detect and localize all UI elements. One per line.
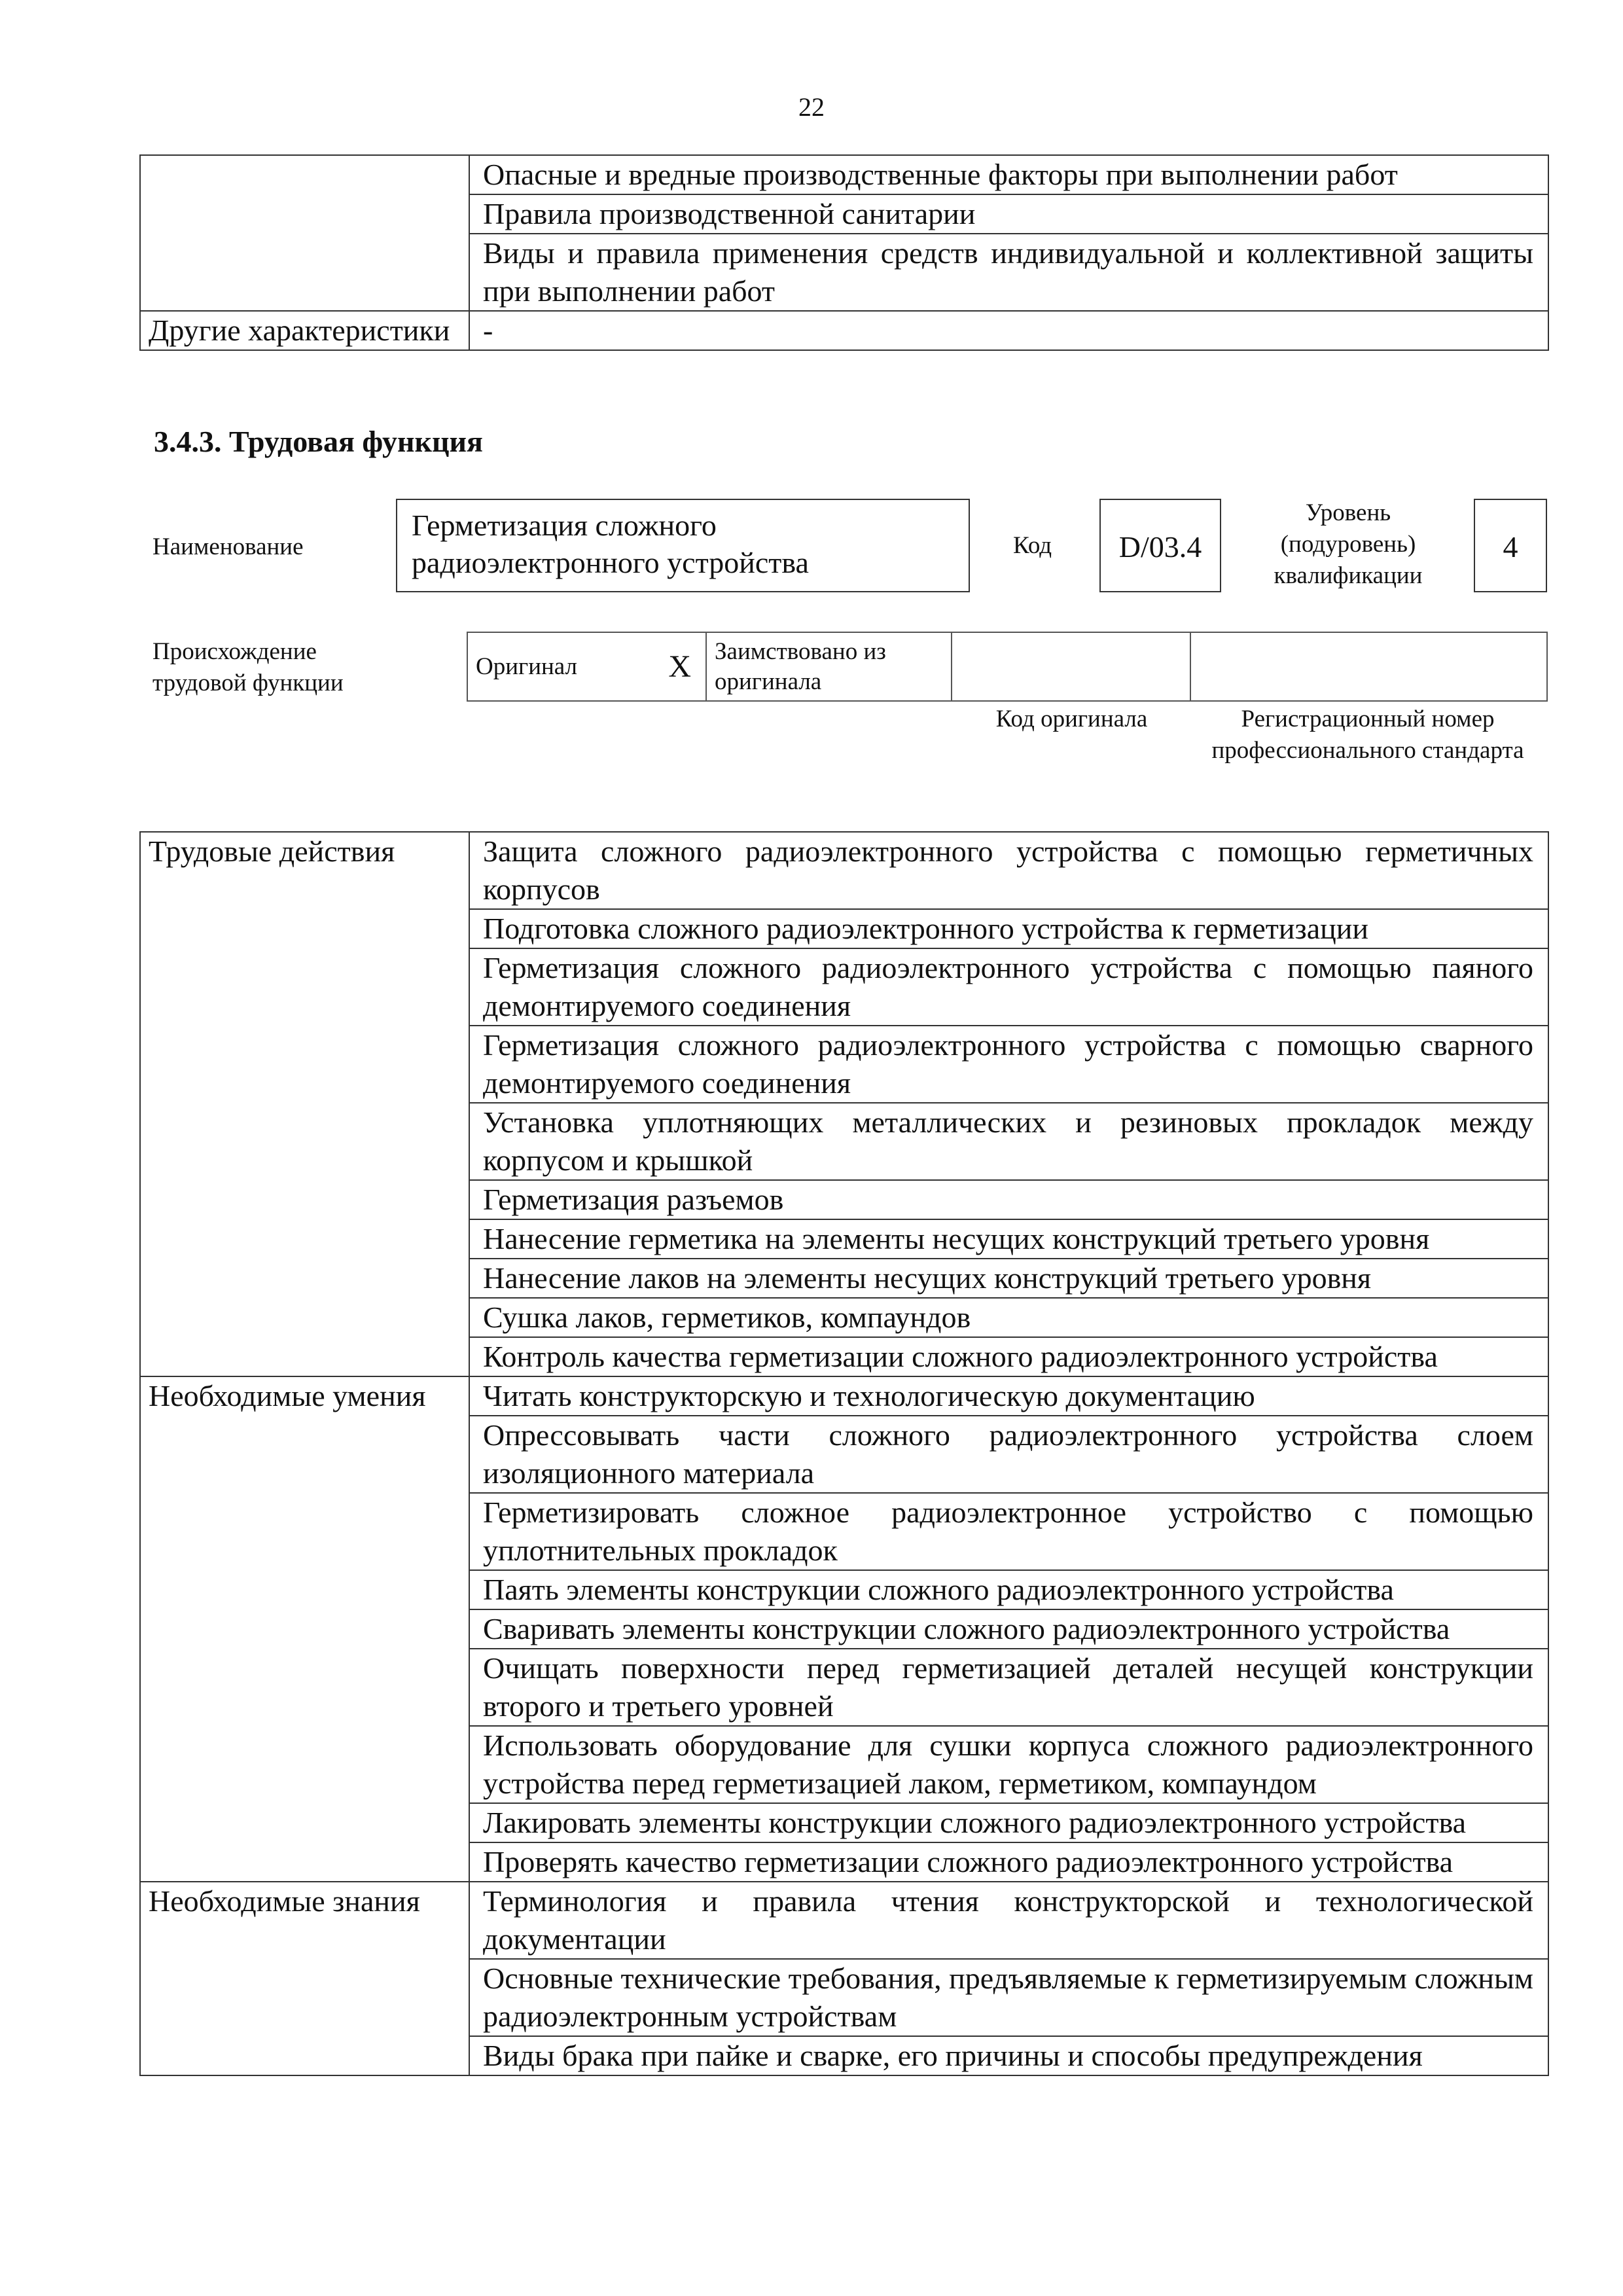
table-cell: Лакировать элементы конструкции сложного радиоэлектронного устройства: [469, 1803, 1548, 1842]
table-cell: Герметизация сложного радиоэлектронного устройства с помощью сварного демонтируемого соединения: [469, 1026, 1548, 1103]
code-value: D/03.4: [1118, 530, 1202, 564]
table-cell: Виды и правила применения средств индивидуальной и коллективной защиты при выполнении работ: [469, 234, 1548, 311]
table-cell: Сушка лаков, герметиков, компаундов: [469, 1298, 1548, 1337]
table-cell: Герметизация сложного радиоэлектронного устройства с помощью паяного демонтируемого соединения: [469, 948, 1548, 1026]
origin-table: [467, 632, 1548, 702]
origin-reg-cell: [1190, 632, 1547, 701]
table-row: [140, 832, 1548, 909]
table-cell: Опрессовывать части сложного радиоэлектронного устройства слоем изоляционного материала: [469, 1416, 1548, 1493]
table-cell: Нанесение герметика на элементы несущих конструкций третьего уровня: [469, 1219, 1548, 1259]
table-cell: Опасные и вредные производственные факторы при выполнении работ: [469, 155, 1548, 194]
table-row: [140, 1376, 1548, 1416]
level-value: 4: [1503, 530, 1518, 564]
origin-reg-caption: Регистрационный номер профессионального стандарта: [1211, 706, 1524, 764]
origin-borrowed-cell: [706, 632, 952, 701]
group-label: Трудовые действия: [140, 832, 469, 1376]
table-row: [140, 311, 1548, 350]
table-cell: Защита сложного радиоэлектронного устройства с помощью герметичных корпусов: [469, 832, 1548, 909]
main-table: [139, 831, 1549, 2076]
table-cell: Подготовка сложного радиоэлектронного устройства к герметизации: [469, 909, 1548, 948]
table-cell: Нанесение лаков на элементы несущих конструкций третьего уровня: [469, 1259, 1548, 1298]
table-cell: Установка уплотняющих металлических и резиновых прокладок между корпусом и крышкой: [469, 1103, 1548, 1180]
group-label: Необходимые умения: [140, 1376, 469, 1882]
group-label: Необходимые знания: [140, 1882, 469, 2075]
table-cell: Паять элементы конструкции сложного радиоэлектронного устройства: [469, 1570, 1548, 1609]
origin-label: Происхождение трудовой функции: [152, 638, 344, 696]
empty-label-cell: [140, 155, 469, 311]
table-cell: Очищать поверхности перед герметизацией деталей несущей конструкции второго и третьего уровней: [469, 1649, 1548, 1726]
origin-code-cell: [952, 632, 1190, 701]
table-cell: Читать конструкторскую и технологическую документацию: [469, 1376, 1548, 1416]
origin-mark: X: [668, 649, 691, 684]
name-value: Герметизация сложного радиоэлектронного устройства: [412, 509, 809, 579]
name-label: Наименование: [152, 533, 304, 560]
origin-original: Оригинал: [476, 653, 578, 680]
section-title: 3.4.3. Трудовая функция: [154, 425, 483, 458]
table-cell: Основные технические требования, предъявляемые к герметизируемым сложным радиоэлектронным устройствам: [469, 1959, 1548, 2036]
level-label: Уровень (подуровень) квалификации: [1274, 499, 1423, 589]
table-cell: Контроль качества герметизации сложного радиоэлектронного устройства: [469, 1337, 1548, 1376]
table-cell: Использовать оборудование для сушки корпуса сложного радиоэлектронного устройства перед герметизацией лаком, герметиком, компаундом: [469, 1726, 1548, 1803]
table-cell: Сваривать элементы конструкции сложного радиоэлектронного устройства: [469, 1609, 1548, 1649]
table-cell: Терминология и правила чтения конструкторской и технологической документации: [469, 1882, 1548, 1959]
origin-code-caption: Код оригинала: [995, 706, 1148, 732]
other-value: -: [469, 311, 1548, 350]
table-cell: Проверять качество герметизации сложного радиоэлектронного устройства: [469, 1842, 1548, 1882]
other-label: Другие характеристики: [140, 311, 469, 350]
code-value-box: [1099, 499, 1221, 592]
table-row: [140, 155, 1548, 194]
table-row: [140, 1882, 1548, 1959]
table-cell: Герметизация разъемов: [469, 1180, 1548, 1219]
page-number: 22: [798, 92, 825, 122]
table-cell: Виды брака при пайке и сварке, его причины и способы предупреждения: [469, 2036, 1548, 2075]
table-cell: Герметизировать сложное радиоэлектронное устройство с помощью уплотнительных прокладок: [469, 1493, 1548, 1570]
code-label: Код: [1013, 532, 1052, 559]
origin-original-cell: [467, 632, 706, 701]
name-value-box: [396, 499, 970, 592]
level-value-box: [1474, 499, 1547, 592]
top-table: [139, 154, 1549, 351]
table-cell: Правила производственной санитарии: [469, 194, 1548, 234]
origin-borrowed: Заимствовано из оригинала: [715, 637, 886, 695]
